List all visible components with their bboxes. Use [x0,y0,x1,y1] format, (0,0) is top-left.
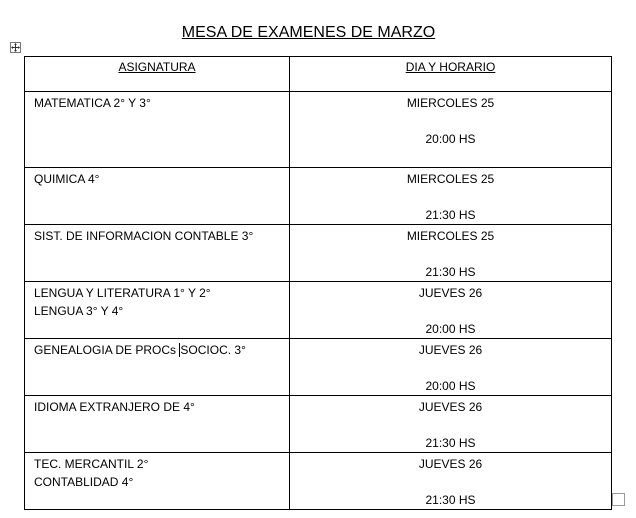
table-row [25,396,612,453]
subject-cell[interactable] [25,168,290,225]
schedule-time: 20:00 HS [425,322,476,336]
schedule-time: 21:30 HS [425,208,476,222]
subject-line: GENEALOGIA DE PROCs [34,343,177,357]
schedule-time: 20:00 HS [425,132,476,146]
table-row [25,453,612,510]
schedule-cell[interactable] [290,92,612,168]
subject-cell[interactable] [25,225,290,282]
subject-line: SOCIOC. 3° [180,343,246,357]
schedule-time: 20:00 HS [425,379,476,393]
schedule-day: MIERCOLES 25 [406,96,495,110]
subject-line: TEC. MERCANTIL 2° [34,457,149,471]
document-title: MESA DE EXAMENES DE MARZO [181,24,436,41]
schedule-cell[interactable] [290,396,612,453]
table-row [25,225,612,282]
subject-cell[interactable] [25,282,290,339]
schedule-day: JUEVES 26 [418,400,483,414]
schedule-day: MIERCOLES 25 [406,172,495,186]
header-cell-subject[interactable] [25,57,290,92]
subject-line: LENGUA Y LITERATURA 1° Y 2° [34,286,211,300]
table-resize-handle-icon[interactable] [612,493,625,506]
schedule-cell[interactable] [290,168,612,225]
schedule-cell[interactable] [290,282,612,339]
move-arrows-icon [11,43,20,52]
table-row [25,168,612,225]
schedule-time: 21:30 HS [425,436,476,450]
schedule-day: JUEVES 26 [418,457,483,471]
table-row [25,339,612,396]
exam-schedule-table [24,56,612,510]
subject-line: IDIOMA EXTRANJERO DE 4° [34,400,195,414]
header-schedule-label: DIA Y HORARIO [405,60,496,74]
subject-line: LENGUA 3° Y 4° [34,304,124,318]
table-row [25,282,612,339]
schedule-day: MIERCOLES 25 [406,229,495,243]
schedule-cell[interactable] [290,453,612,510]
schedule-day: JUEVES 26 [418,343,483,357]
subject-line: SIST. DE INFORMACION CONTABLE 3° [34,229,254,243]
header-subject-label: ASIGNATURA [118,60,196,74]
table-header-row [25,57,612,92]
subject-cell[interactable] [25,396,290,453]
schedule-cell[interactable] [290,225,612,282]
subject-line: CONTABLIDAD 4° [34,475,134,489]
header-cell-schedule[interactable] [290,57,612,92]
schedule-cell[interactable] [290,339,612,396]
table-row [25,92,612,168]
subject-line: MATEMATICA 2° Y 3° [34,96,151,110]
table-move-handle-icon[interactable] [10,42,21,53]
schedule-time: 21:30 HS [425,265,476,279]
schedule-day: JUEVES 26 [418,286,483,300]
subject-cell[interactable] [25,92,290,168]
subject-line-wrap [34,341,289,359]
subject-line: QUIMICA 4° [34,172,100,186]
subject-cell[interactable] [25,339,290,396]
subject-cell[interactable] [25,453,290,510]
schedule-time: 21:30 HS [425,493,476,507]
